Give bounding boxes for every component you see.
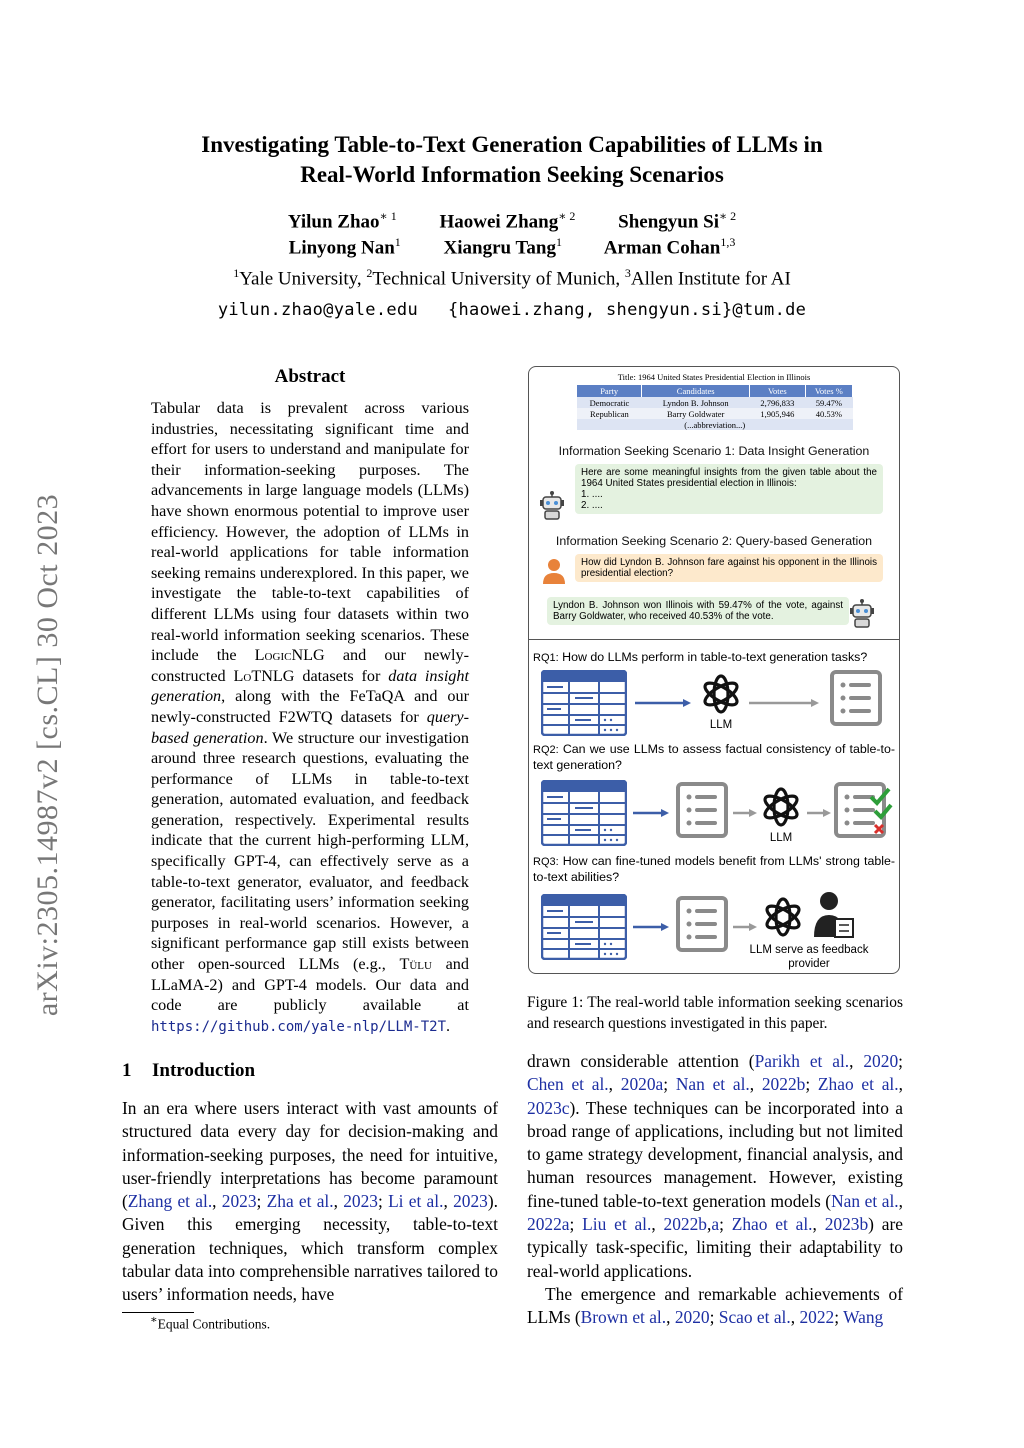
arrow-icon — [635, 699, 691, 707]
author-name: Shengyun Si — [618, 211, 719, 233]
rq3-text: RQ3: How can fine-tuned models benefit from LLMs' strong table-to-text abilities? — [533, 854, 895, 884]
citation-link[interactable]: Zha et al. — [266, 1191, 334, 1212]
table-header: Candidates — [642, 385, 750, 397]
text-run: ; — [569, 1214, 583, 1235]
scenario-2-title: Information Seeking Scenario 2: Query-based Generation — [555, 534, 873, 548]
text-run: , — [790, 1307, 800, 1328]
citation-link[interactable]: Nan et al. — [675, 1074, 750, 1095]
citation-link[interactable]: 2022b — [761, 1074, 806, 1095]
citation-link[interactable]: 2022b — [663, 1214, 707, 1235]
arrow-icon — [733, 809, 757, 817]
text-run: , — [849, 1051, 864, 1071]
text-run: ; — [663, 1074, 676, 1095]
intro-heading: 1 Introduction — [122, 1060, 256, 1081]
table-header: Votes — [750, 385, 806, 397]
table-row: Democratic Lyndon B. Johnson 2,796,833 59.47% — [577, 397, 853, 408]
citation-link[interactable]: Scao et al. — [718, 1307, 791, 1328]
arrow-icon — [633, 809, 669, 817]
table-title: Title: 1964 United States Presidential Election in Illinois — [617, 372, 811, 382]
llm-label: LLM — [709, 719, 733, 731]
citation-link[interactable]: Zhao et al. — [731, 1214, 813, 1235]
text-run: , — [212, 1191, 222, 1212]
table-icon — [541, 780, 627, 846]
document-icon — [675, 781, 729, 839]
text-run: ). These techniques can be incorporated into a broad range of applications, including but not limited to game strategy development, financial analysis, and human resources management. However, existing fine-tuned table-to-text generation models ( — [527, 1097, 903, 1211]
author-name: Haowei Zhang — [439, 211, 559, 233]
table-icon — [541, 894, 627, 960]
rq1-text: RQ1: How do LLMs perform in table-to-text generation tasks? — [533, 650, 868, 664]
citation-link[interactable]: 2022 — [799, 1307, 835, 1328]
affiliations: $^1$Yale University, $^2$Technical University of Munich, $^3$Allen Institute for AI — [233, 266, 791, 290]
text-run: , — [608, 1074, 621, 1095]
text-run: ; — [834, 1307, 844, 1328]
emails — [120, 300, 904, 320]
table-icon — [541, 670, 627, 736]
llm-logo-icon — [759, 785, 803, 829]
arrow-icon — [733, 923, 757, 931]
llm-logo-icon — [699, 672, 743, 716]
citation-link[interactable]: Li et al. — [388, 1191, 444, 1212]
paragraph — [527, 1283, 903, 1330]
arxiv-sidebar — [22, 455, 74, 1055]
citation-link[interactable]: Parikh et al. — [754, 1051, 850, 1071]
abstract-body: Tabular data is prevalent across various industries, necessitating significant time and effort for users to understand and manipulate for their information-seeking purposes. The advancements in large language models (LLMs) have shown enormous potential to improve user efficiency. However, the adoption of LLMs in real-world applications for table information seeking remains underexplored. In this paper, we investigate the table-to-text capabilities of different LLMs using four datasets within two real-world information seeking scenarios. These include the LogicNLG and our newly-constructed LoTNLG datasets for data insight generation, along with the FeTaQA and our newly-constructed F2WTQ datasets for query-based generation. We structure our investigation around three research questions, evaluating the performance of LLMs in table-to-text generation, automated evaluation, and feedback generation, respectively. Experimental results indicate that the current high-performing LLM, specifically GPT-4, can effectively serve as a table-to-text generator, evaluator, and feedback generator, facilitating users’ information seeking purposes in real-world scenarios. However, a significant performance gap still exists between other open-sourced LLMs (e.g., Tülu and LLaMA-2) and GPT-4 models. Our data and code are publicly available at https://github.com/yale-nlp/LLM-T2T. — [151, 399, 469, 1035]
author-name: Xiangru Tang — [443, 237, 556, 259]
citation-link[interactable]: 2023 — [343, 1191, 378, 1212]
text-run: ) are typically task-specific, limiting their adaptability to real-world applications. — [527, 1214, 903, 1281]
document-icon — [675, 895, 729, 953]
arrow-icon — [749, 699, 819, 707]
author-name: Yilun Zhao — [287, 211, 380, 233]
footnote: ∗Equal Contributions. — [150, 1314, 271, 1332]
figure-caption: Figure 1: The real-world table information seeking scenarios and research questions investigated in this paper. — [527, 994, 903, 1032]
text-run: ; — [898, 1051, 903, 1071]
intro-paragraph — [122, 1097, 498, 1307]
email-2[interactable]: {haowei.zhang, shengyun.si}@tum.de — [447, 300, 807, 320]
text-run: ; — [377, 1191, 389, 1212]
text-run: , — [651, 1214, 664, 1235]
text-run: , — [666, 1307, 675, 1328]
citation-link[interactable]: Wang — [843, 1307, 884, 1328]
citation-link[interactable]: Zhao et al. — [817, 1074, 899, 1095]
text-run: ). Given this emerging necessity, table-to-text generation techniques, which transform complex tabular data into comprehensible narratives tailored to users’ information needs, have — [122, 1191, 498, 1305]
text-run: , — [749, 1074, 762, 1095]
citation-link[interactable]: Brown et al. — [580, 1307, 667, 1328]
document-icon — [829, 669, 887, 731]
text-run: ; — [256, 1191, 267, 1212]
llm-label: LLM — [769, 832, 793, 844]
arrow-icon — [807, 809, 831, 817]
table-header: Party — [577, 385, 642, 397]
paragraph — [527, 1050, 903, 1283]
citation-link[interactable]: 2022a — [527, 1214, 570, 1235]
citation-link[interactable]: 2023c — [527, 1097, 570, 1118]
citation-link[interactable]: Chen et al. — [527, 1074, 609, 1095]
question-bubble: How did Lyndon B. Johnson fare against his opponent in the Illinois presidential election? — [575, 554, 883, 582]
llm-feedback-label: LLM serve as feedback provider — [749, 944, 869, 970]
text-run: , — [443, 1191, 454, 1212]
table-row: (...abbreviation...) — [577, 419, 853, 430]
citation-link[interactable]: 2023 — [221, 1191, 257, 1212]
checked-document-icon — [833, 781, 895, 841]
author-name: Arman Cohan — [603, 237, 721, 259]
insight-bubble: Here are some meaningful insights from the given table about the 1964 United States presidential election in Illinois: 1. .... 2. .... — [575, 464, 883, 514]
text-run: , — [898, 1190, 903, 1211]
table-header: Votes % — [805, 385, 852, 397]
arrow-icon — [633, 923, 669, 931]
email-1[interactable]: yilun.zhao@yale.edu — [217, 300, 418, 320]
figure-divider — [529, 639, 899, 640]
robot-icon — [849, 599, 875, 629]
text-run: , — [707, 1214, 712, 1235]
scenario-1-title: Information Seeking Scenario 1: Data Insight Generation — [558, 444, 870, 458]
robot-icon — [539, 491, 565, 521]
text-run: drawn considerable attention ( — [527, 1051, 755, 1071]
authors-row-1: Yilun Zhao$^{∗ 1}$ Haowei Zhang$^{∗ 2}$ Shengyun $Si^{∗ 2}$ — [287, 209, 737, 233]
reviewer-icon — [811, 889, 857, 939]
paper-title: Investigating Table-to-Text Generation Capabilities of LLMs in Real-World Information Seeking Scenarios — [201, 132, 823, 187]
rq2-text: RQ2: Can we use LLMs to assess factual consistency of table-to-text generation? — [533, 742, 895, 772]
text-run: The emergence and remarkable achievements of LLMs ( — [527, 1283, 903, 1328]
citation-link[interactable]: Zhang et al. — [127, 1191, 213, 1212]
citation-link[interactable]: 2020 — [674, 1307, 710, 1328]
figure-1 — [528, 366, 900, 974]
text-run: ; — [719, 1214, 732, 1235]
text-run: , — [898, 1074, 903, 1095]
citation-link[interactable]: 2023 — [453, 1191, 488, 1212]
text-run: ; — [709, 1307, 719, 1328]
table-row: Republican Barry Goldwater 1,905,946 40.53% — [577, 408, 853, 419]
citation-link[interactable]: Liu et al. — [582, 1214, 652, 1235]
right-column-text — [527, 1050, 903, 1330]
text-run: In an era where users interact with vast amounts of structured data every day for decision-making and information-seeking purposes, the need for intuitive, user-friendly interpretations has become paramount ( — [122, 1098, 498, 1212]
text-run: , — [812, 1214, 825, 1235]
citation-link[interactable]: 2023b — [824, 1214, 869, 1235]
citation-link[interactable]: Nan et al. — [831, 1190, 899, 1211]
text-run: ; — [805, 1074, 818, 1095]
citation-link[interactable]: a — [711, 1214, 720, 1235]
person-icon — [541, 557, 567, 585]
authors-row-2: Linyong Nan$^1$ Xiangru Tang$^1$ Arman Cohan$^{1,3}$ — [288, 235, 736, 259]
election-table — [577, 385, 853, 430]
author-name: Linyong Nan — [288, 237, 395, 259]
arxiv-id: arXiv:2305.14987v2 [cs.CL] 30 Oct 2023 — [31, 493, 65, 1017]
abstract-heading: Abstract — [274, 366, 346, 387]
text-run: , — [333, 1191, 344, 1212]
answer-bubble: Lyndon B. Johnson won Illinois with 59.47% of the vote, against Barry Goldwater, who received 40.53% of the vote. — [547, 597, 849, 625]
llm-logo-icon — [761, 895, 805, 939]
citation-link[interactable]: 2020a — [620, 1074, 664, 1095]
repo-link[interactable]: https://github.com/yale-nlp/LLM-T2T — [151, 1018, 447, 1035]
citation-link[interactable]: 2020 — [863, 1051, 899, 1071]
